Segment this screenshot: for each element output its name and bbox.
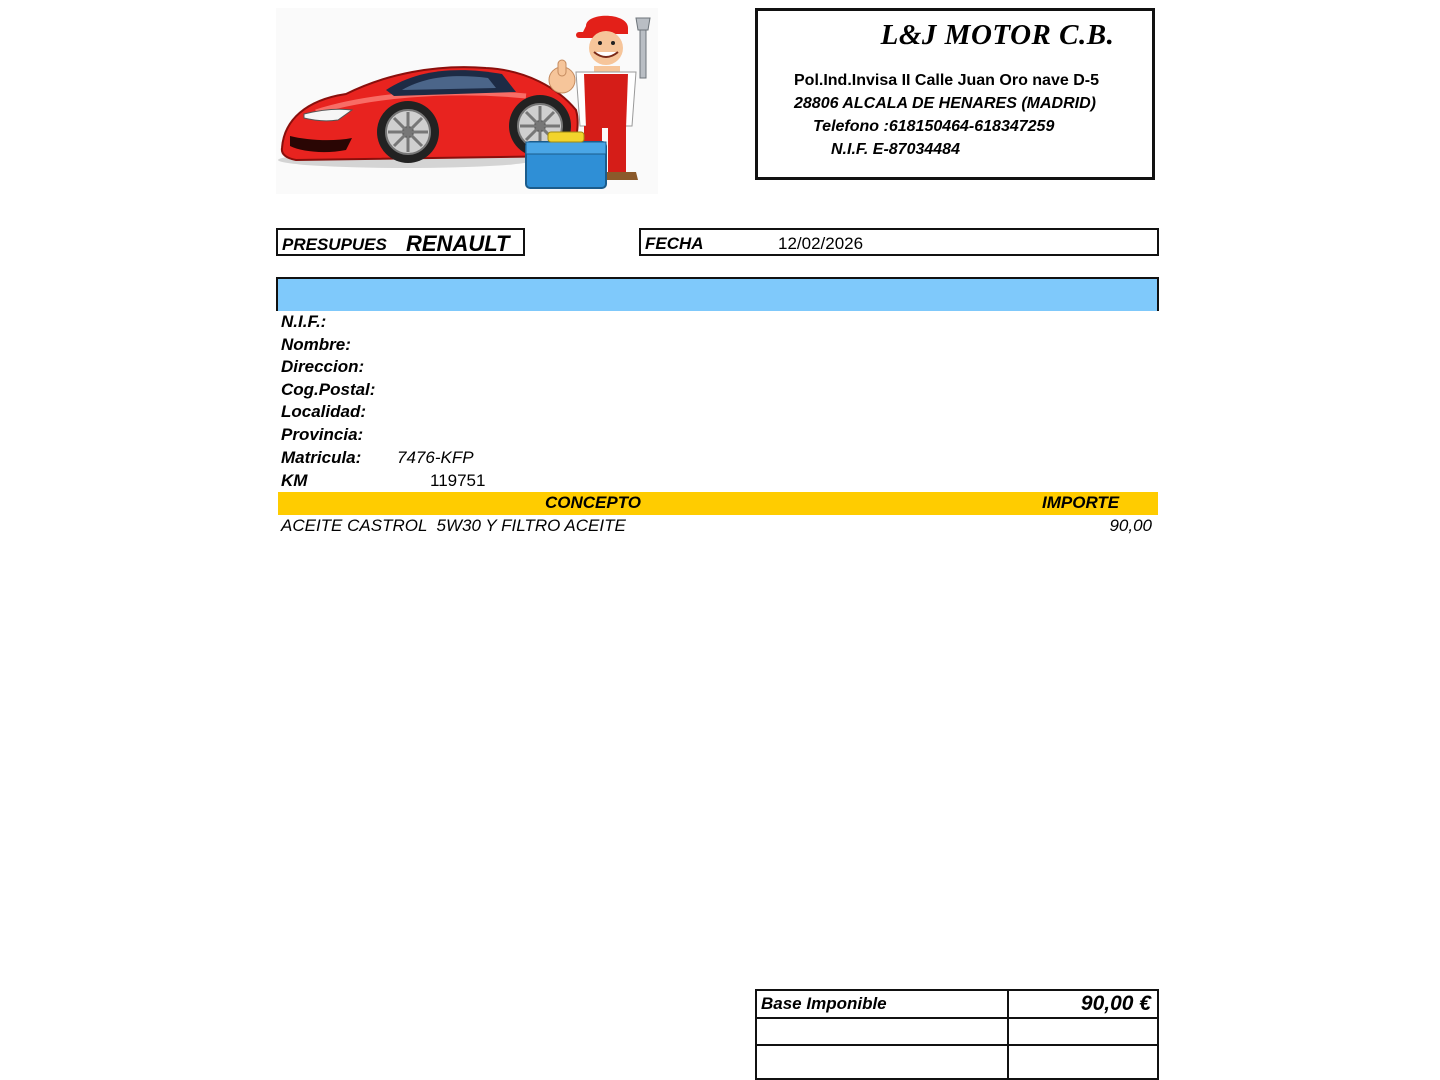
totals-empty-cell: [756, 1045, 1008, 1079]
presupuesto-brand: RENAULT: [406, 231, 510, 256]
km-value: 119751: [430, 471, 486, 490]
totals-empty-cell: [1008, 1045, 1158, 1079]
totals-row: [756, 990, 1158, 1018]
totals-empty-cell: [756, 1018, 1008, 1045]
nombre-label: Nombre:: [281, 335, 351, 354]
presupuesto-label: PRESUPUES: [282, 235, 387, 254]
items-header-bar: [278, 492, 1158, 515]
importe-header: IMPORTE: [1042, 493, 1120, 512]
company-address-line-1: Pol.Ind.Invisa II Calle Juan Oro nave D-5: [794, 72, 1099, 89]
provincia-label: Provincia:: [281, 425, 364, 444]
km-label: KM: [281, 471, 308, 490]
item-concepto: ACEITE CASTROL 5W30 Y FILTRO ACEITE: [281, 516, 626, 535]
company-nif: N.I.F. E-87034484: [831, 141, 960, 158]
company-name: L&J MOTOR C.B.: [880, 19, 1115, 51]
car-mechanic-icon: [276, 8, 658, 194]
totals-row: [756, 1045, 1158, 1079]
localidad-label: Localidad:: [281, 402, 367, 421]
fecha-box: [639, 228, 1159, 256]
matricula-value: 7476-KFP: [397, 448, 474, 467]
company-logo-illustration: [276, 8, 658, 194]
totals-empty-cell: [1008, 1018, 1158, 1045]
direccion-label: Direccion:: [281, 357, 365, 376]
presupuesto-box: [276, 228, 525, 256]
base-imponible-label: Base Imponible: [756, 990, 1008, 1018]
totals-row: [756, 1018, 1158, 1045]
base-imponible-value: 90,00 €: [1008, 990, 1158, 1018]
matricula-label: Matricula:: [281, 448, 362, 467]
postal-label: Cog.Postal:: [281, 380, 376, 399]
company-phone: Telefono :618150464-618347259: [813, 118, 1055, 135]
item-importe: 90,00: [1109, 516, 1152, 535]
fecha-value: 12/02/2026: [778, 234, 864, 253]
company-info-box: [755, 8, 1155, 180]
fecha-label: FECHA: [645, 234, 704, 253]
totals-table: [755, 989, 1159, 1080]
nif-label: N.I.F.:: [281, 312, 327, 331]
client-header-bar: [276, 277, 1159, 311]
concepto-header: CONCEPTO: [545, 493, 642, 512]
company-address-line-2: 28806 ALCALA DE HENARES (MADRID): [794, 95, 1096, 112]
